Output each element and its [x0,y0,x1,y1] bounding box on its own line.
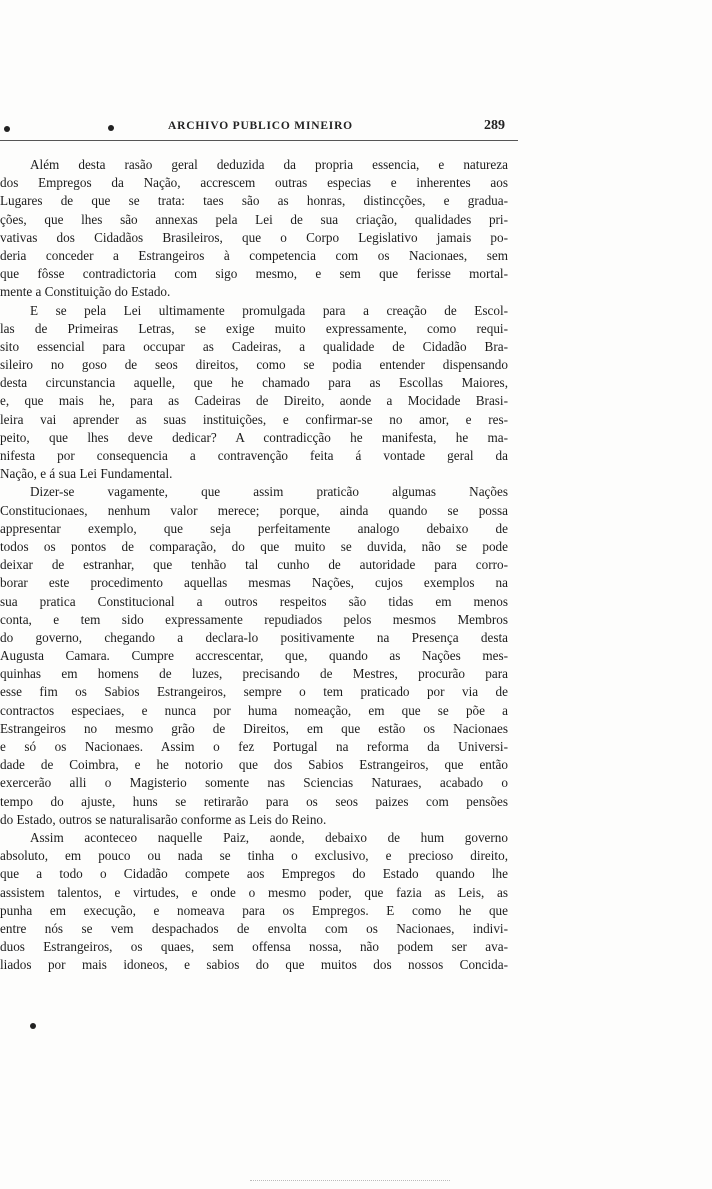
text-line: E se pela Lei ultimamente promulgada para a creação de Escol- [30,302,508,318]
text-line: e só os Nacionaes. Assim o fez Portugal na reforma da Universi- [0,739,508,754]
text-line: desta circunstancia aquelle, que he chamado para as Escollas Maiores, [0,375,508,391]
paragraph [0,302,508,484]
text-line: tempo do ajuste, huns se retirarão para os seos paizes com pensões [0,793,508,809]
text-line: duos Estrangeiros, os quaes, sem offensa nossa, não podem ser ava- [0,939,508,955]
running-title: ARCHIVO PUBLICO MINEIRO [168,120,353,132]
text-line: Assim aconteceo naquelle Paiz, aonde, debaixo de hum governo [30,829,508,845]
text-line: que fôsse contradictoria com sigo mesmo, e sem que ferisse mortal- [0,266,508,282]
page-number: 289 [484,118,505,133]
text-line: assistem talentos, e virtudes, e onde o mesmo poder, que fazia as Leis, as [0,884,508,900]
text-line: nifesta por consequencia a contravenção feita á vontade geral da [0,448,508,463]
header-rule [0,140,518,141]
text-line: vativas dos Cidadãos Brasileiros, que o Corpo Legislativo jamais po- [0,229,508,245]
header-bullet-icon [4,126,10,132]
text-line: sua pratica Constitucional a outros respeitos são tidas em menos [0,593,508,609]
text-line: Estrangeiros no mesmo grão de Direitos, em que estão os Nacionaes [0,720,508,736]
footer-bullet-icon [30,1023,36,1029]
text-line: dos Empregos da Nação, accrescem outras especias e inherentes aos [0,175,508,191]
text-line: conta, e tem sido expressamente repudiados pelos mesmos Membros [0,611,508,627]
scan-artifact [250,1180,450,1183]
paragraph [0,483,508,829]
text-line: deixar de estranhar, que tenhão tal cunho de autoridade para corro- [0,557,508,573]
text-line: liados por mais idoneos, e sabios do que muitos dos nossos Concida- [0,957,508,973]
text-line: entre nós se vem despachados de envolta com os Nacionaes, indivi- [0,920,508,936]
text-line: Além desta rasão geral deduzida da propria essencia, e natureza [30,157,508,172]
text-line: Lugares de que se trata: taes são as honras, distincções, e gradua- [0,193,508,209]
page-header [0,117,520,139]
text-line: Augusta Camara. Cumpre accrescentar, que, quando as Nações mes- [0,648,508,664]
paragraph [0,829,508,975]
text-line: peito, que lhes deve dedicar? A contradicção he manifesta, he ma- [0,429,508,445]
text-line: todos os pontos de comparação, do que muito se duvida, não se pode [0,538,508,554]
text-line: Dizer-se vagamente, que assim praticão algumas Nações [30,484,508,500]
body-text [0,156,508,974]
text-line: borar este procedimento aquellas mesmas Nações, cujos exemplos na [0,575,508,591]
text-line: contractos especiaes, e nunca por huma nomeação, em que se põe a [0,702,508,718]
text-line: dade de Coimbra, e he notorio que dos Sabios Estrangeiros, que então [0,757,508,773]
text-line: las de Primeiras Letras, se exige muito expressamente, como requi- [0,320,508,336]
text-line: exercerão alli o Magisterio somente nas Sciencias Naturaes, acabado o [0,775,508,791]
text-line: mente a Constituição do Estado. [0,284,171,300]
text-line: esse fim os Sabios Estrangeiros, sempre o tem praticado por via de [0,684,508,700]
text-line: appresentar exemplo, que seja perfeitamente analogo debaixo de [0,520,508,536]
text-line: sito essencial para occupar as Cadeiras, a qualidade de Cidadão Bra- [0,338,508,354]
text-line: deria conceder a Estrangeiros à competencia com os Nacionaes, sem [0,247,508,263]
text-line: do governo, chegando a declara-lo positivamente na Presença desta [0,629,508,645]
text-line: leira vai aprender as suas instituições, e confirmar-se no amor, e res- [0,411,508,427]
text-line: e, que mais he, para as Cadeiras de Direito, aonde a Mocidade Brasi- [0,393,508,409]
text-line: Constitucionaes, nenhum valor merece; porque, ainda quando se possa [0,502,508,518]
text-line: quinhas em homens de luzes, precisando de Mestres, procurão para [0,666,508,682]
text-line: Nação, e á sua Lei Fundamental. [0,466,173,482]
text-line: que a todo o Cidadão compete aos Empregos do Estado quando lhe [0,866,508,882]
text-line: absoluto, em pouco ou nada se tinha o exclusivo, e precioso direito, [0,848,508,864]
header-bullet-icon [108,125,114,131]
text-line: ções, que lhes são annexas pela Lei de sua criação, qualidades pri- [0,211,508,227]
text-line: do Estado, outros se naturalisarão conforme as Leis do Reino. [0,811,327,827]
paragraph [0,156,508,302]
text-line: punha em execução, e nomeava para os Empregos. E como he que [0,902,508,918]
text-line: sileiro no goso de seos direitos, como se podia entender dispensando [0,357,508,373]
